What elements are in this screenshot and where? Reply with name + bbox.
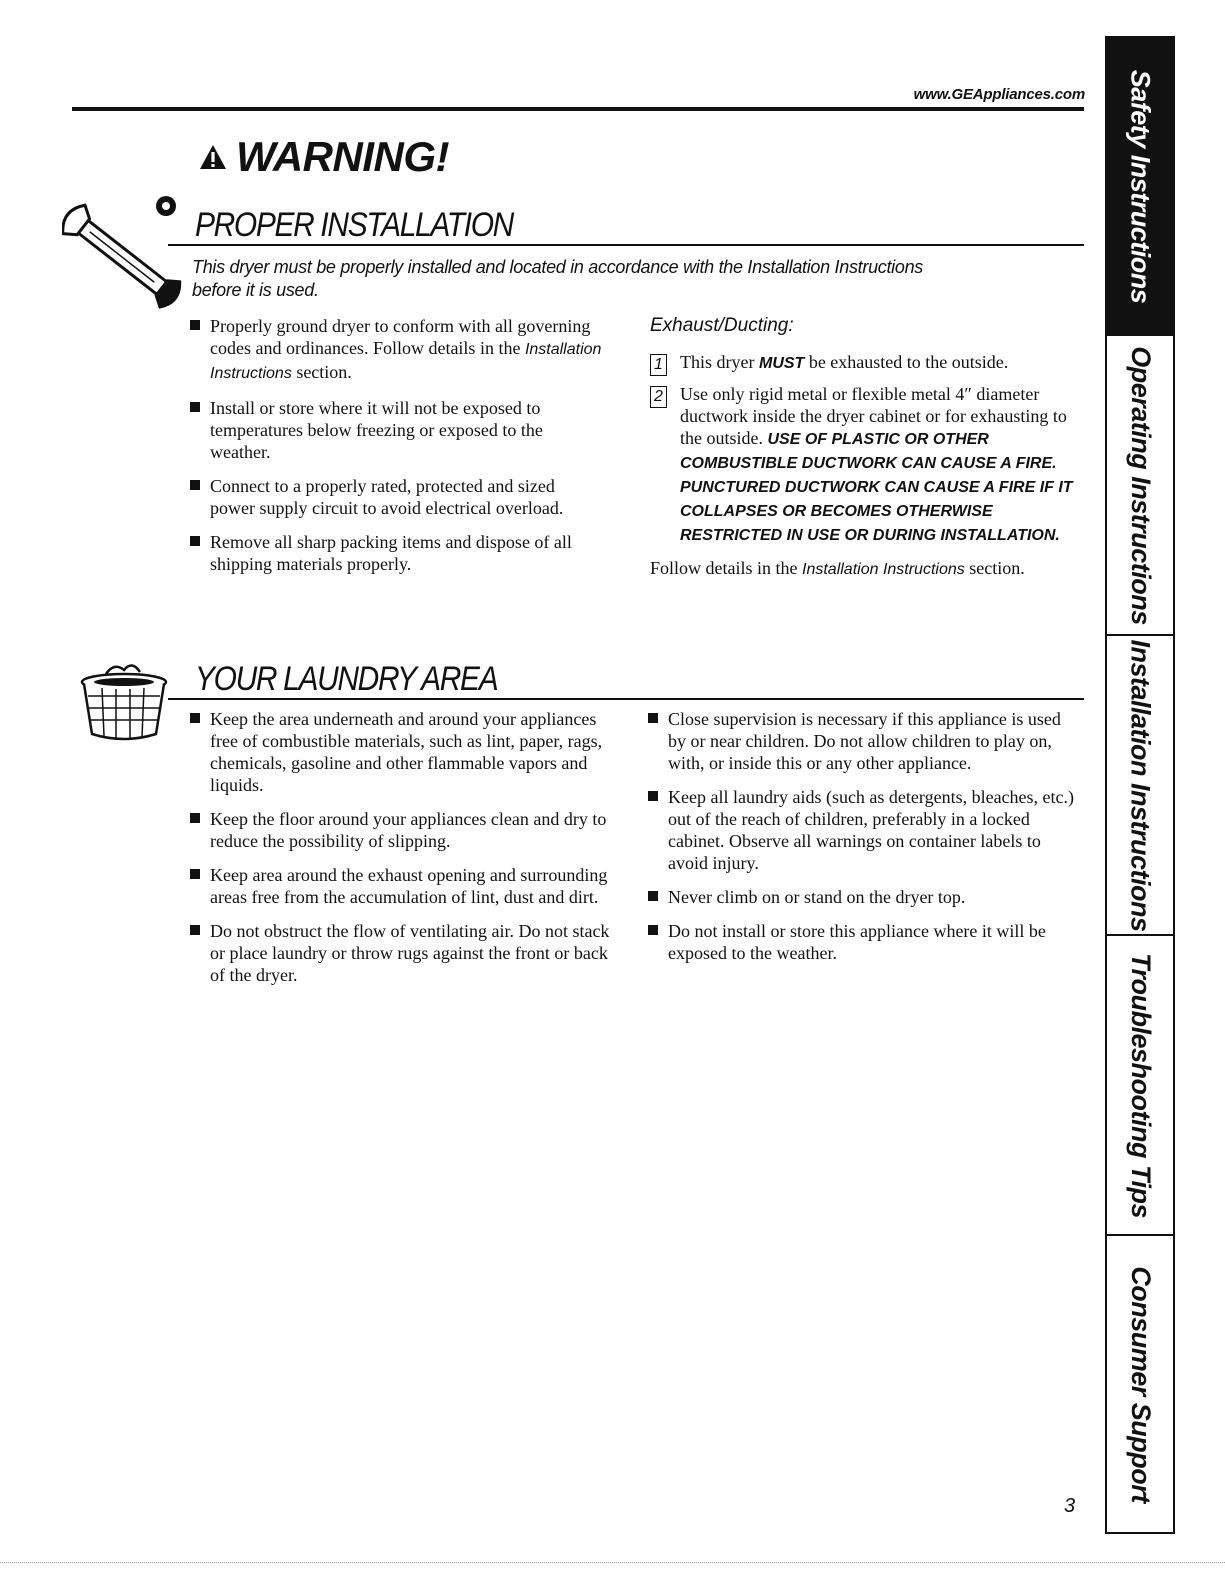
list-item xyxy=(188,475,603,519)
laundry-right-list xyxy=(646,708,1076,976)
item-text: Close supervision is necessary if this appliance is used by or near children. Do not allow children to play on, with, or inside this or any other appliance. xyxy=(668,709,1061,773)
warning-triangle-icon xyxy=(198,143,228,171)
list-item xyxy=(646,886,1076,908)
item-text: Use only rigid metal or flexible metal 4″ diameter ductwork inside the dryer cabinet or for exhausting to the outside. xyxy=(680,384,1067,448)
follow-text-end: section. xyxy=(964,558,1025,578)
exhaust-item-1 xyxy=(650,351,1080,375)
exhaust-ducting-section xyxy=(650,315,1080,581)
list-item xyxy=(188,808,618,852)
intro-line-1: This dryer must be properly installed and located in accordance with the Installation Instructions xyxy=(192,257,923,277)
proper-installation-rule xyxy=(168,244,1084,246)
list-item xyxy=(188,315,603,385)
number-box: 1 xyxy=(650,354,667,376)
list-item xyxy=(646,786,1076,874)
ductwork-warning: USE OF PLASTIC OR OTHER COMBUSTIBLE DUCTWORK CAN CAUSE A FIRE. PUNCTURED DUCTWORK CAN CAUSE A FIRE IF IT COLLAPSES OR BECOMES OTHERWISE RESTRICTED IN USE OR DURING INSTALLATION. xyxy=(680,431,1073,544)
item-text: This dryer xyxy=(680,352,759,372)
item-text: Keep the area underneath and around your appliances free of combustible materials, such as lint, paper, rags, chemicals, gasoline and other flammable vapors and liquids. xyxy=(210,709,603,795)
item-text: Keep all laundry aids (such as detergents, bleaches, etc.) out of the reach of children, preferably in a locked cabinet. Observe all warnings on container labels to avoid injury. xyxy=(668,787,1075,873)
item-italic: Installation Instructions xyxy=(210,341,602,382)
intro-line-2: before it is used. xyxy=(192,280,319,300)
number-box: 2 xyxy=(650,386,667,408)
laundry-basket-icon xyxy=(76,660,172,742)
list-item xyxy=(188,920,618,986)
item-text-end: be exhausted to the outside. xyxy=(804,352,1009,372)
item-text: Keep the floor around your appliances clean and dry to reduce the possibility of slipping. xyxy=(210,809,607,851)
item-text: Remove all sharp packing items and dispose of all shipping materials properly. xyxy=(210,532,572,574)
list-item xyxy=(188,708,618,796)
tab-troubleshooting-tips[interactable] xyxy=(1105,936,1175,1234)
tab-label: Installation Instructions xyxy=(1125,638,1156,932)
item-text: Properly ground dryer to conform with all governing codes and ordinances. Follow details in the xyxy=(210,316,591,358)
site-url[interactable]: www.GEAppliances.com xyxy=(913,86,1085,103)
follow-details xyxy=(650,557,1080,581)
item-text: Never climb on or stand on the dryer top. xyxy=(668,887,966,907)
warning-title xyxy=(198,133,449,180)
list-item xyxy=(188,397,603,463)
exhaust-item-2 xyxy=(650,383,1080,547)
list-item xyxy=(188,864,618,908)
page-bottom-edge xyxy=(0,1562,1225,1563)
item-must: MUST xyxy=(758,355,805,372)
installation-intro xyxy=(192,256,1072,302)
item-text: Install or store where it will not be exposed to temperatures below freezing or exposed to the weather. xyxy=(210,398,543,462)
exhaust-heading: Exhaust/Ducting: xyxy=(650,315,794,336)
tab-label: Operating Instructions xyxy=(1125,345,1156,625)
item-text: Connect to a properly rated, protected and sized power supply circuit to avoid electrical overload. xyxy=(210,476,564,518)
laundry-area-title: YOUR LAUNDRY AREA xyxy=(195,660,498,698)
follow-italic: Installation Instructions xyxy=(802,561,965,578)
tab-operating-instructions[interactable] xyxy=(1105,336,1175,634)
tab-label: Troubleshooting Tips xyxy=(1125,952,1156,1218)
list-item xyxy=(646,920,1076,964)
installation-left-list xyxy=(188,315,603,587)
list-item xyxy=(646,708,1076,774)
wrench-icon xyxy=(62,186,182,328)
follow-text: Follow details in the xyxy=(650,558,802,578)
tab-label: Consumer Support xyxy=(1125,1265,1156,1503)
list-item xyxy=(188,531,603,575)
item-text-end: section. xyxy=(291,362,352,382)
item-text: Keep area around the exhaust opening and surrounding areas free from the accumulation of lint, dust and dirt. xyxy=(210,865,608,907)
tab-label: Safety Instructions xyxy=(1125,69,1156,303)
proper-installation-title: PROPER INSTALLATION xyxy=(195,206,513,244)
tab-consumer-support[interactable] xyxy=(1105,1236,1175,1534)
warning-text: WARNING! xyxy=(236,133,449,180)
tab-installation-instructions[interactable] xyxy=(1105,636,1175,934)
item-text: Do not install or store this appliance where it will be exposed to the weather. xyxy=(668,921,1046,963)
laundry-left-list xyxy=(188,708,618,998)
item-text: Do not obstruct the flow of ventilating air. Do not stack or place laundry or throw rugs against the front or back of the dryer. xyxy=(210,921,610,985)
tab-safety-instructions[interactable] xyxy=(1105,36,1175,336)
laundry-area-rule xyxy=(168,698,1084,700)
page-number: 3 xyxy=(1064,1495,1076,1517)
header-rule xyxy=(72,107,1084,111)
